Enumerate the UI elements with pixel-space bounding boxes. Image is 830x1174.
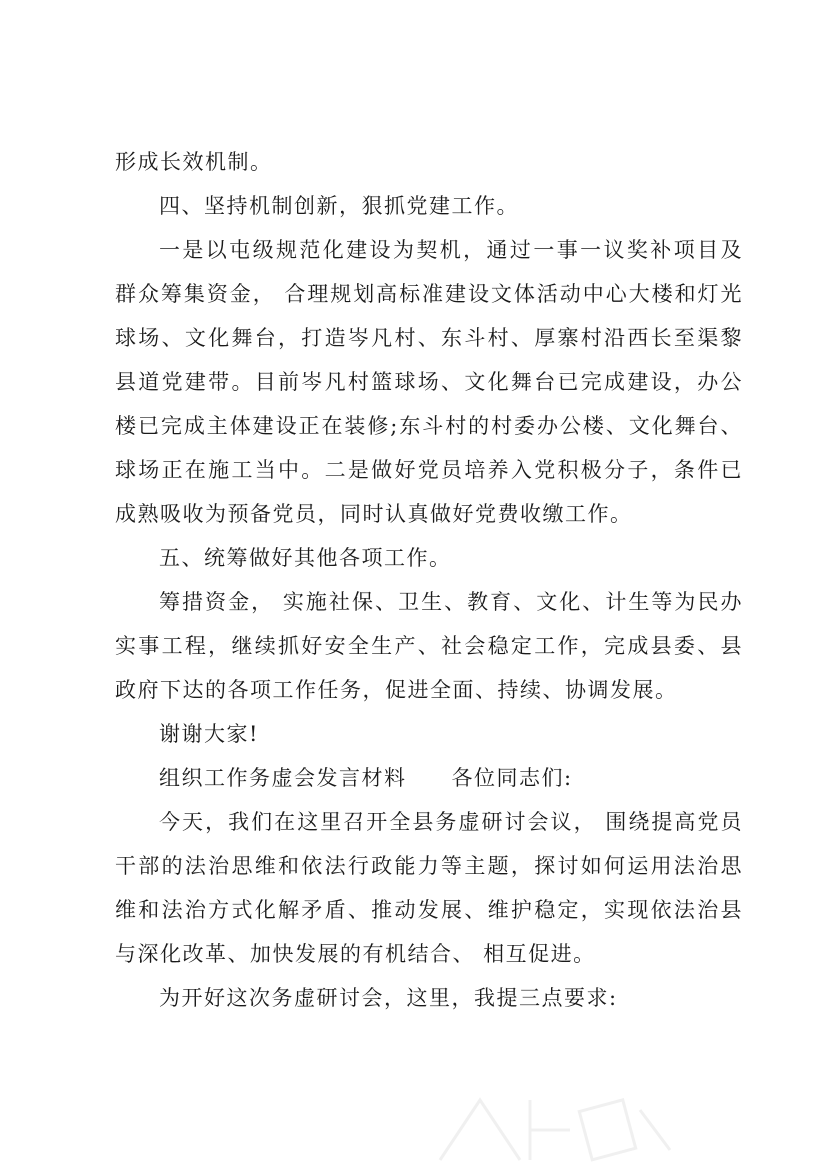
paragraph-party-building: 一是以屯级规范化建设为契机，通过一事一议奖补项目及群众筹集资金， 合理规划高标准建设文体活动中心大楼和灯光球场、文化舞台，打造岑凡村、东斗村、厚寨村沿西长至渠黎县道党建带。目前岑凡村篮球场、文化舞台已完成建设，办公楼已完成主体建设正在装修;东斗村的村委办公楼、文化舞台、球场正在施工当中。二是做好党员培养入党积极分子，条件已成熟吸收为预备党员，同时认真做好党费收缴工作。 xyxy=(115,238,743,526)
paragraph-new-title: 组织工作务虚会发言材料 各位同志们: xyxy=(159,766,573,790)
paragraph-meeting-intro: 今天，我们在这里召开全县务虚研讨会议， 围绕提高党员干部的法治思维和依法行政能力等主题，探讨如何运用法治思维和法治方式化解矛盾、推动发展、维护稳定，实现依法治县与深化改革、加快发展的有机结合、 相互促进。 xyxy=(115,810,743,966)
watermark-graphic xyxy=(420,1080,680,1170)
section-heading-five: 五、统筹做好其他各项工作。 xyxy=(159,546,452,570)
paragraph-continuation: 形成长效机制。 xyxy=(115,150,273,174)
section-heading-four: 四、坚持机制创新，狠抓党建工作。 xyxy=(159,194,519,218)
paragraph-requirements: 为开好这次务虚研讨会，这里，我提三点要求: xyxy=(159,986,618,1010)
document-body xyxy=(115,140,743,1020)
paragraph-other-work: 筹措资金， 实施社保、卫生、教育、文化、计生等为民办实事工程，继续抓好安全生产、社会稳定工作，完成县委、县政府下达的各项工作任务，促进全面、持续、协调发展。 xyxy=(115,590,743,702)
paragraph-thanks: 谢谢大家! xyxy=(159,722,259,746)
